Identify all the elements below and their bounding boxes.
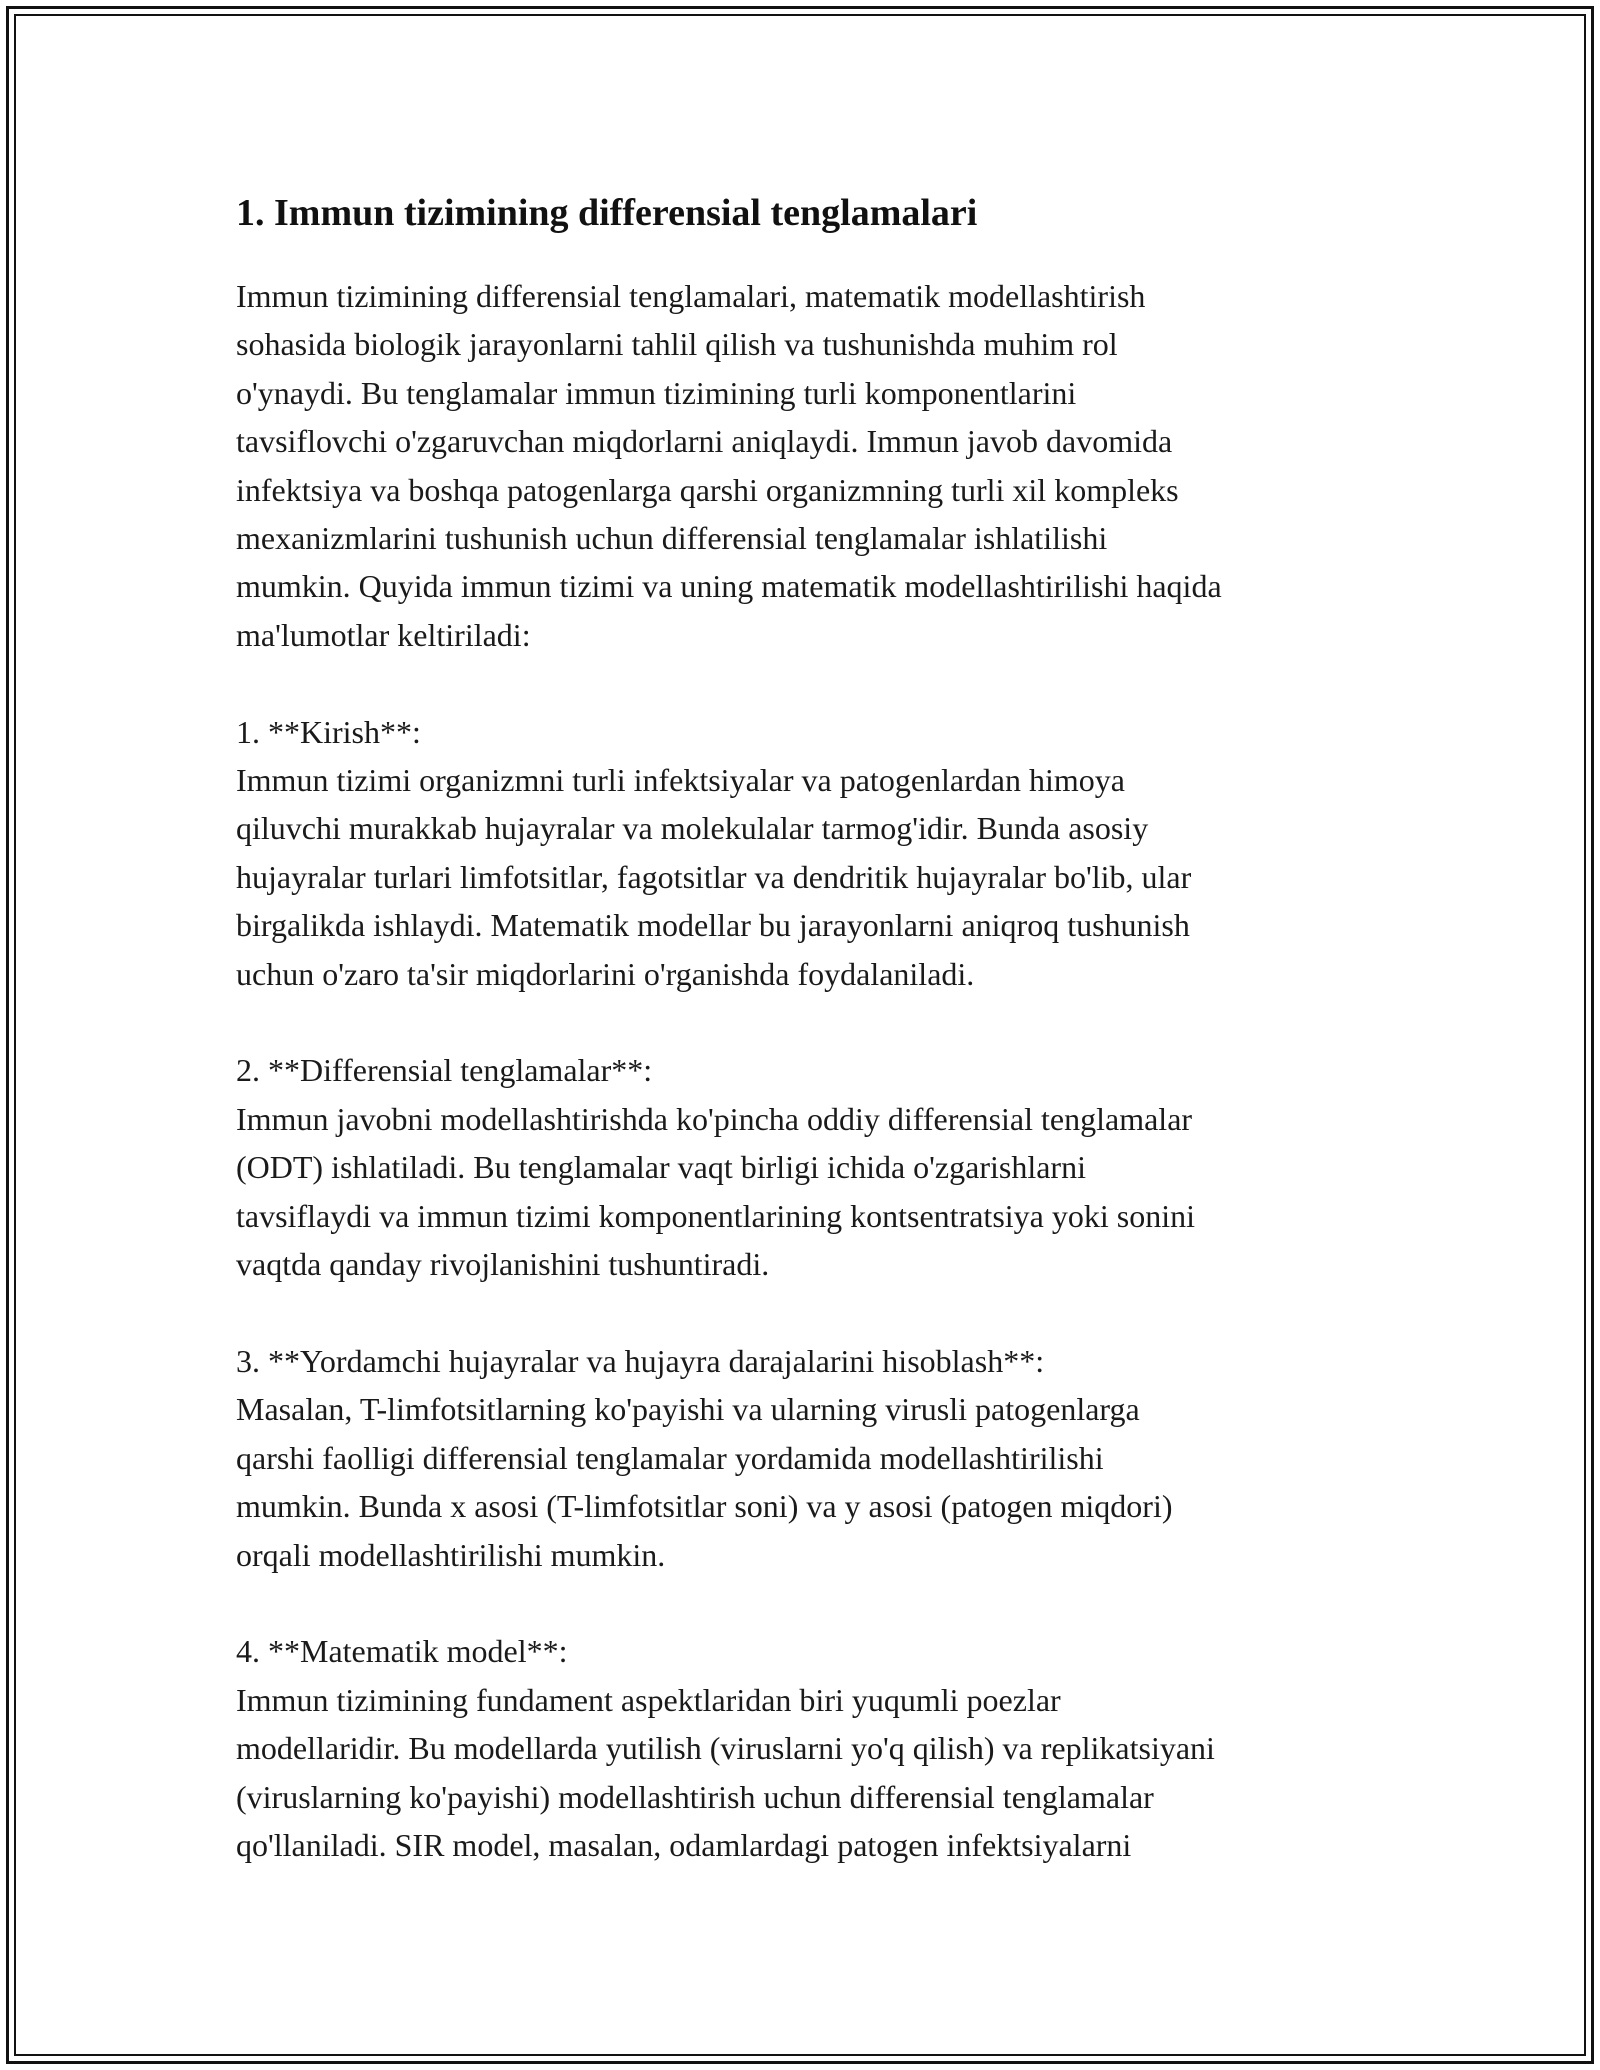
document-content <box>236 188 1396 1869</box>
section-matematik-model <box>236 1627 1396 1869</box>
section-body-matematik-model: Immun tizimining fundament aspektlaridan biri yuqumli poezlar modellaridir. Bu modellarda yutilish (viruslarni yo'q qilish) va replikatsiyani (viruslarning ko'payishi) modellashtirish uchun differensial tenglamalar qo'llaniladi. SIR model, masalan, odamlardagi patogen infektsiyalarni <box>236 1681 1215 1863</box>
intro-paragraph: Immun tizimining differensial tenglamalari, matematik modellashtirish sohasida biologik jarayonlarni tahlil qilish va tushunishda muhim rol o'ynaydi. Bu tenglamalar immun tizimining turli komponentlarini tavsiflovchi o'zgaruvchan miqdorlarni aniqlaydi. Immun javob davomida infektsiya va boshqa patogenlarga qarshi organizmning turli xil kompleks mexanizmlarini tushunish uchun differensial tenglamalar ishlatilishi mumkin. Quyida immun tizimi va uning matematik modellashtirilishi haqida ma'lumotlar keltiriladi: <box>236 278 1222 653</box>
section-heading: 1. Immun tizimining differensial tenglamalari <box>236 192 978 234</box>
section-title-kirish: 1. **Kirish**: <box>236 713 421 750</box>
section-body-differensial-tenglamalar: Immun javobni modellashtirishda ko'pincha oddiy differensial tenglamalar (ODT) ishlatiladi. Bu tenglamalar vaqt birligi ichida o'zgarishlarni tavsiflaydi va immun tizimi komponentlarining kontsentratsiya yoki sonini vaqtda qanday rivojlanishini tushuntiradi. <box>236 1100 1195 1283</box>
section-differensial-tenglamalar <box>236 1046 1396 1288</box>
section-kirish <box>236 708 1396 998</box>
section-body-kirish: Immun tizimi organizmni turli infektsiyalar va patogenlardan himoya qiluvchi murakkab hujayralar va molekulalar tarmog'idir. Bunda asosiy hujayralar turlari limfotsitlar, fagotsitlar va dendritik hujayralar bo'lib, ular birgalikda ishlaydi. Matematik modellar bu jarayonlarni aniqroq tushunish uchun o'zaro ta'sir miqdorlarini o'rganishda foydalaniladi. <box>236 762 1192 992</box>
section-title-yordamchi-hujayralar: 3. **Yordamchi hujayralar va hujayra darajalarini hisoblash**: <box>236 1342 1045 1379</box>
section-yordamchi-hujayralar <box>236 1337 1396 1579</box>
section-title-differensial-tenglamalar: 2. **Differensial tenglamalar**: <box>236 1052 653 1089</box>
section-body-yordamchi-hujayralar: Masalan, T-limfotsitlarning ko'payishi va ularning virusli patogenlarga qarshi faolligi differensial tenglamalar yordamida modellashtirilishi mumkin. Bunda x asosi (T-limfotsitlar soni) va y asosi (patogen miqdori) orqali modellashtirilishi mumkin. <box>236 1391 1173 1573</box>
section-title-matematik-model: 4. **Matematik model**: <box>236 1633 568 1670</box>
